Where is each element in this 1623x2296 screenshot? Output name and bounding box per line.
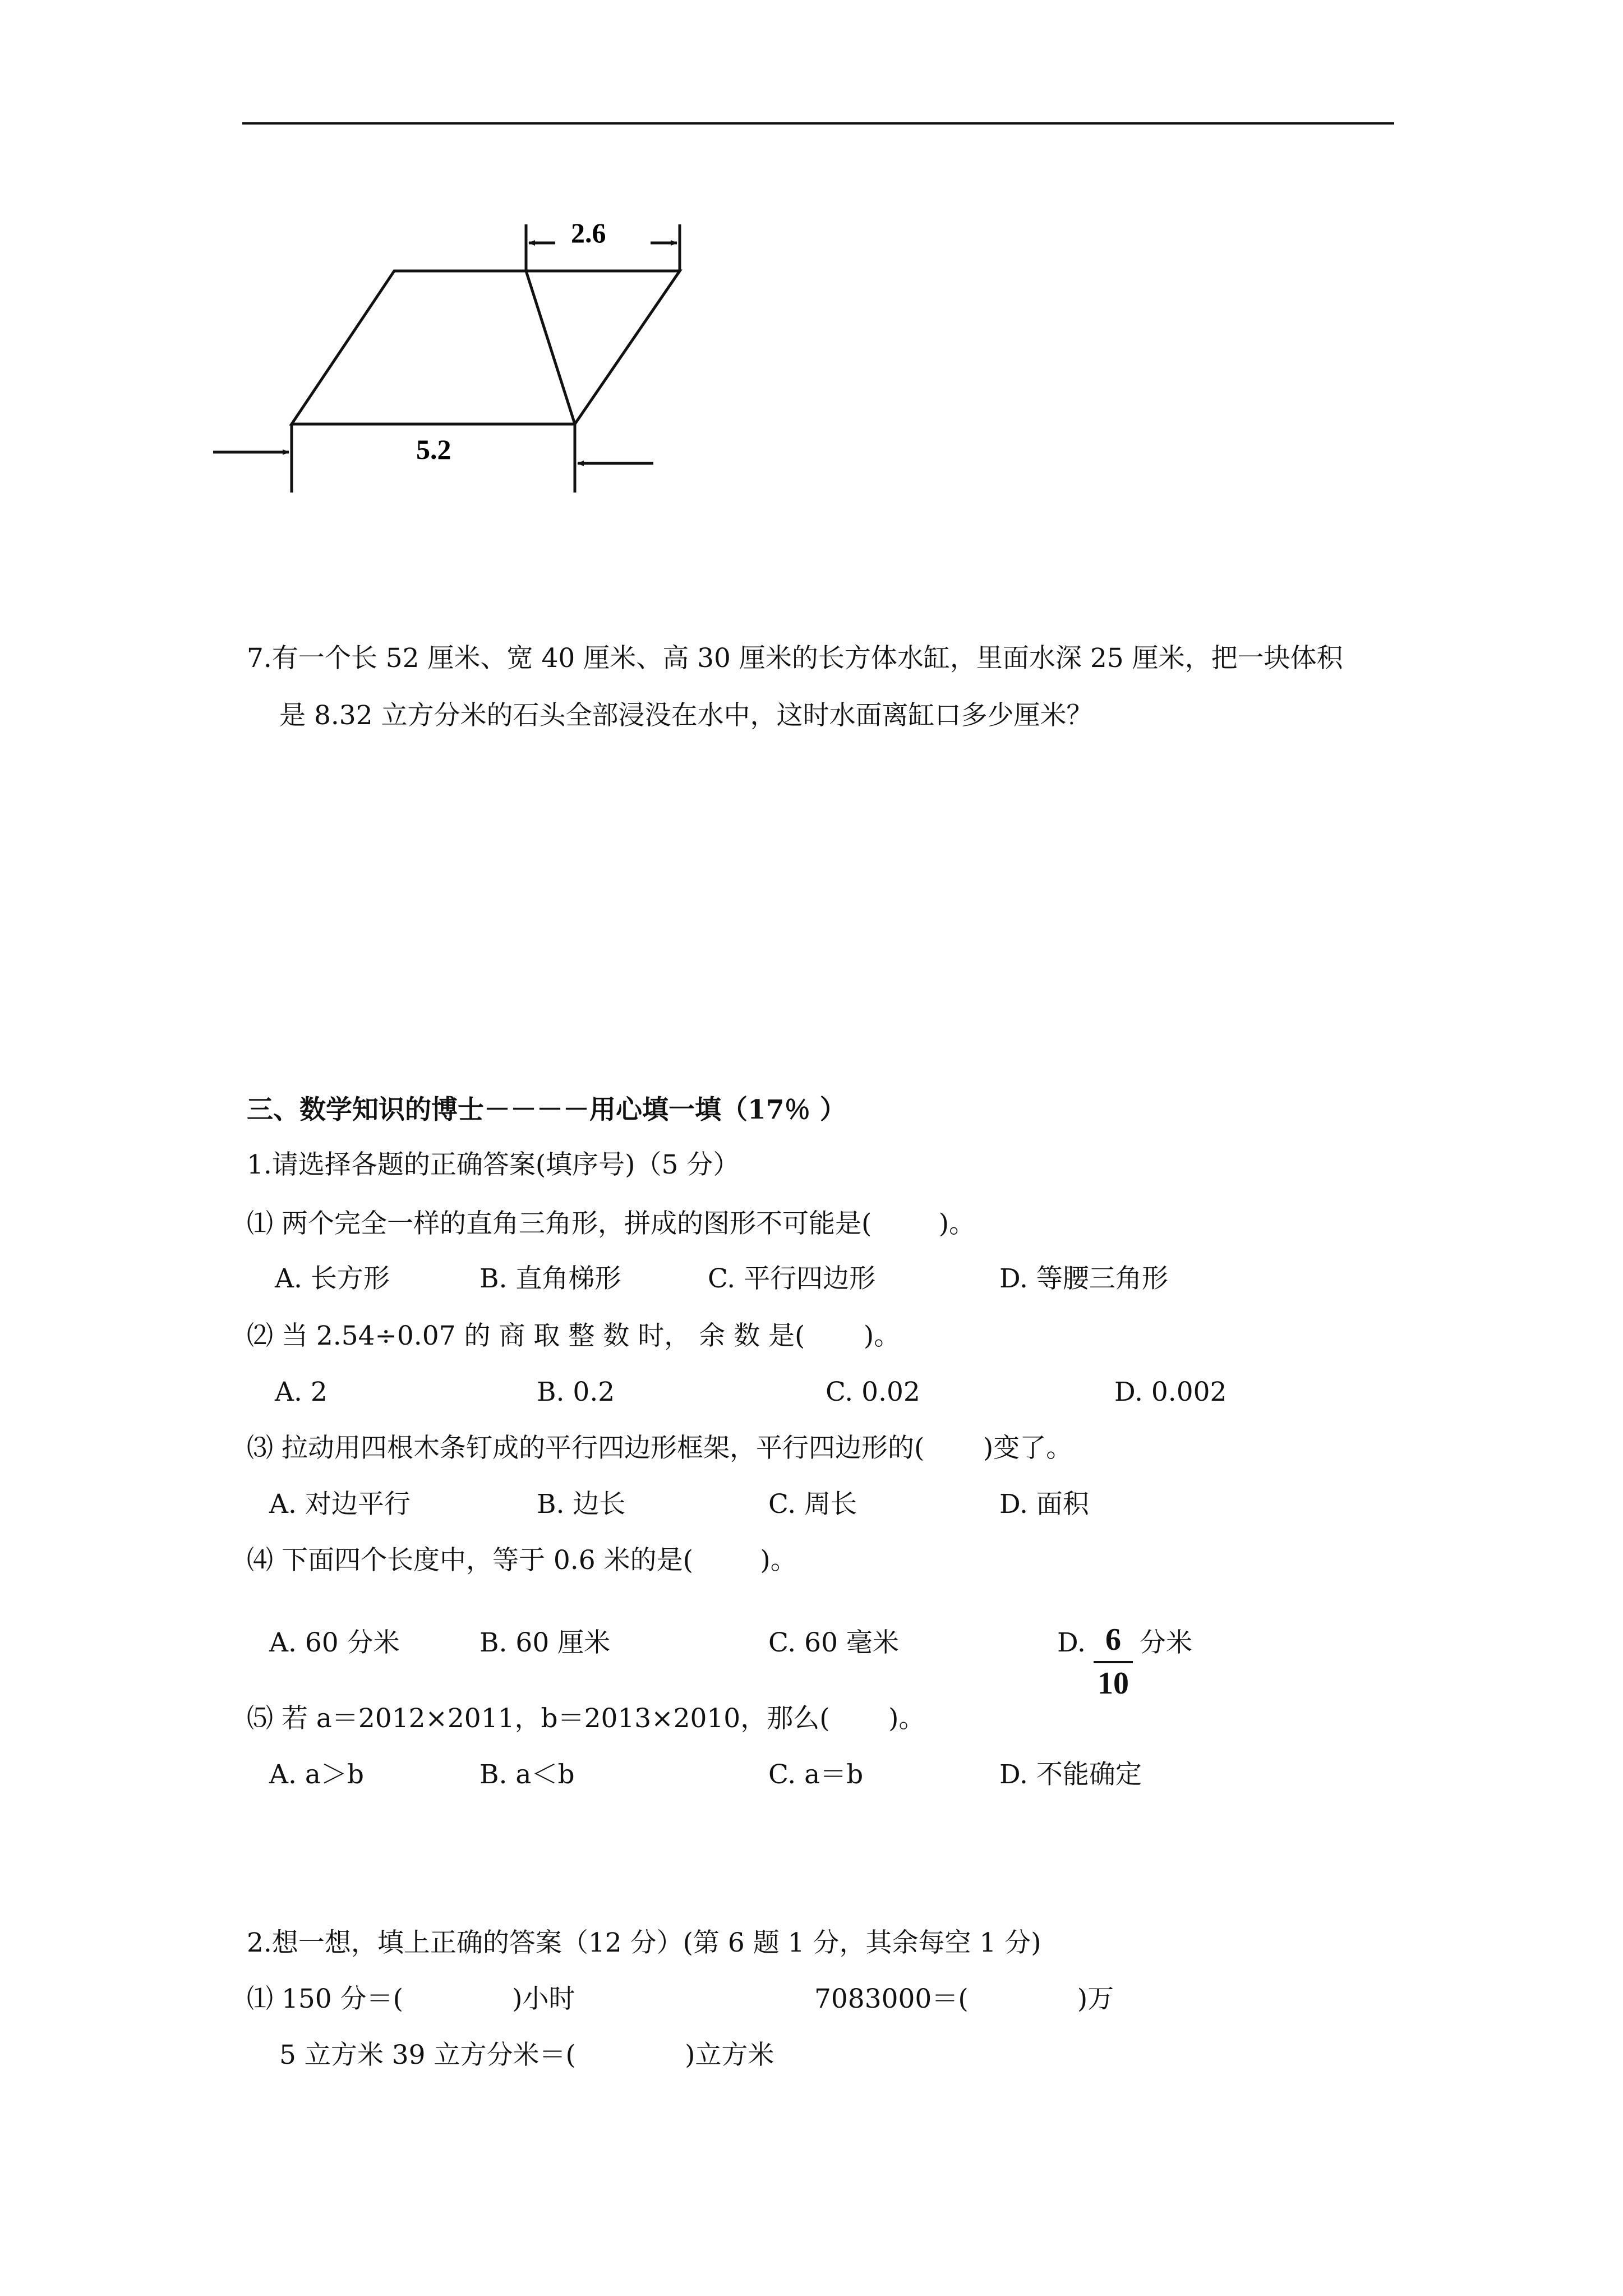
part1-title: 1.请选择各题的正确答案(填序号)（5 分） [247, 1149, 740, 1180]
q3-option-d: D. 面积 [999, 1489, 1089, 1520]
q5-option-c: C. a＝b [768, 1759, 864, 1790]
q3-option-c: C. 周长 [768, 1489, 857, 1520]
part2-line1-left: ⑴ 150 分＝( )小时 [247, 1984, 575, 2014]
q5-option-a: A. a＞b [269, 1759, 364, 1790]
q1-option-b: B. 直角梯形 [479, 1263, 621, 1294]
fraction-bar [1094, 1661, 1133, 1663]
part2-title: 2.想一想，填上正确的答案（12 分）(第 6 题 1 分，其余每空 1 分) [247, 1927, 1041, 1958]
q4-option-a: A. 60 分米 [269, 1627, 400, 1658]
q5-stem: ⑸ 若 a＝2012×2011，b＝2013×2010，那么( )。 [247, 1703, 925, 1734]
q5-option-d: D. 不能确定 [999, 1759, 1142, 1790]
q2-option-c: C. 0.02 [826, 1377, 920, 1407]
q7-line1: 7.有一个长 52 厘米、宽 40 厘米、高 30 厘米的长方体水缸，里面水深 25 厘米，把一块体积 [247, 643, 1343, 674]
fraction-numerator: 6 [1105, 1622, 1121, 1657]
part2-line1-right: 7083000＝( )万 [814, 1984, 1114, 2014]
q2-option-d: D. 0.002 [1114, 1377, 1227, 1407]
part2-line2: 5 立方米 39 立方分米＝( )立方米 [279, 2040, 774, 2070]
q3-option-b: B. 边长 [537, 1489, 626, 1520]
q4-fraction [1094, 1624, 1133, 1699]
inner-triangle-left-edge [526, 271, 575, 424]
q1-stem: ⑴ 两个完全一样的直角三角形，拼成的图形不可能是( )。 [247, 1208, 976, 1239]
q3-stem: ⑶ 拉动用四根木条钉成的平行四边形框架，平行四边形的( )变了。 [247, 1433, 1073, 1464]
fraction-denominator: 10 [1098, 1666, 1129, 1701]
q4-option-d-prefix: D. [1057, 1627, 1086, 1658]
top-dimension-label: 2.6 [571, 217, 606, 249]
q1-option-a: A. 长方形 [275, 1263, 390, 1294]
q4-option-d-unit: 分米 [1140, 1627, 1192, 1658]
q4-stem: ⑷ 下面四个长度中，等于 0.6 米的是( )。 [247, 1545, 797, 1576]
section3-title: 三、数学知识的博士－－－－用心填一填（17％ ） [247, 1094, 846, 1125]
q3-option-a: A. 对边平行 [269, 1489, 411, 1520]
q2-option-b: B. 0.2 [537, 1377, 615, 1407]
q1-option-c: C. 平行四边形 [708, 1263, 876, 1294]
q7-line2: 是 8.32 立方分米的石头全部浸没在水中，这时水面离缸口多少厘米？ [279, 700, 1093, 731]
q4-option-c: C. 60 毫米 [768, 1627, 899, 1658]
q2-stem: ⑵ 当 2.54÷0.07 的 商 取 整 数 时， 余 数 是( )。 [247, 1320, 901, 1351]
q5-option-b: B. a＜b [479, 1759, 575, 1790]
q2-option-a: A. 2 [275, 1377, 328, 1407]
q1-option-d: D. 等腰三角形 [999, 1263, 1168, 1294]
bottom-dimension-label: 5.2 [416, 434, 451, 465]
parallelogram-outline [292, 271, 680, 424]
q4-option-b: B. 60 厘米 [479, 1627, 611, 1658]
